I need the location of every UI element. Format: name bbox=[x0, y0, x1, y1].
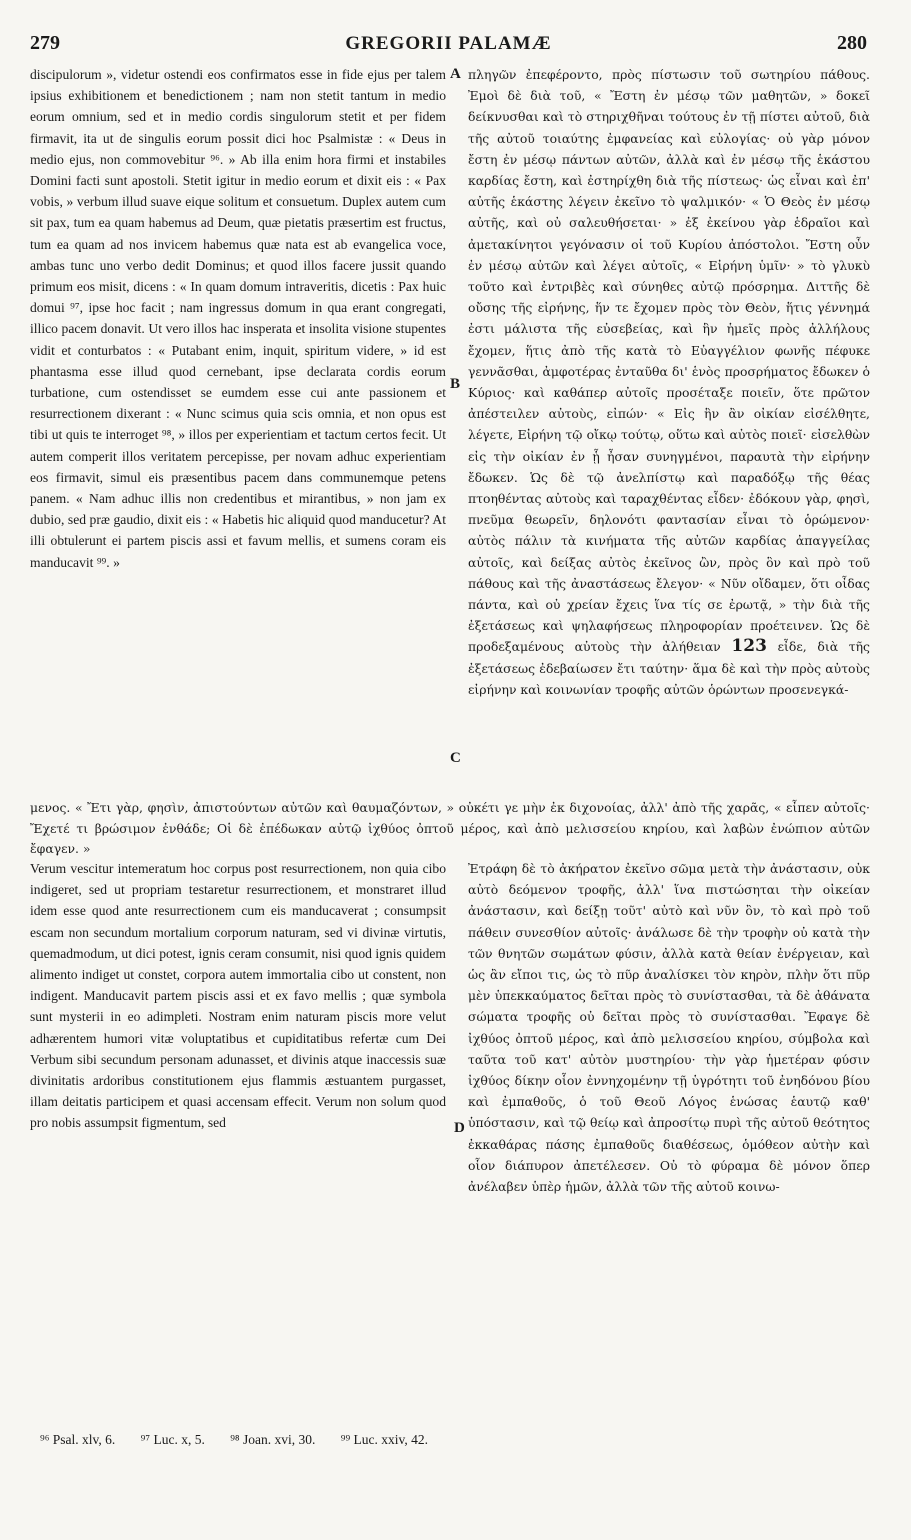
greek-text-top bbox=[468, 64, 870, 700]
latin-column-top bbox=[30, 64, 446, 784]
section-marker-d: D bbox=[454, 1120, 465, 1136]
greek-column-top bbox=[468, 64, 870, 784]
footnote: ⁹⁷ Luc. x, 5. bbox=[140, 1432, 205, 1447]
footnote: ⁹⁹ Luc. xxiv, 42. bbox=[340, 1432, 429, 1447]
greek-text-bottom: Ἐτράφη δὲ τὸ ἀκήρατον ἐκεῖνο σῶμα μετὰ τὴν ἀνάστασιν, οὐκ αὐτὸ δεόμενον τροφῆς, ἀλλ' ἵνα πιστώσηται τὴν οἰκείαν ἀνάστασιν, καὶ δείξῃ τοῦτ' αὐτὸ καὶ νῦν ὂν, τὸ καὶ πρὸ τοῦ πάθειν συνεσθίον αὐτοῖς· ἀνάλωσε δὲ τὴν τροφὴν οὐ κατὰ τὴν τῶν θνητῶν σωμάτων φύσιν, ἀλλὰ κατὰ θείαν ἐνέργειαν, καὶ ὡς ἂν εἴποι τις, ὡς τὸ πῦρ ἀναλίσκει τὸν κηρὸν, πλὴν ὅτι πῦρ μὲν ὑπεκκαύματος δεῖται πρὸς τὸ συνίστασθαι, τὰ δὲ ἀθάνατα σώματα τροφῆς οὐ δεῖται πρὸς τὸ συνίστασθαι. Ἔφαγε δὲ ἰχθύος ὀπτοῦ μέρος, καὶ ἀπὸ μελισσείου κηρίου, σύμβολα καὶ ταῦτα τοῦ κατ' αὐτὸν μυστηρίου· τὴν γὰρ ἡμετέραν φύσιν ἰχθύος δίκην οἷον ἐννηχομένην τῇ ὑγρότητι τοῦ ἐνηδόνου βίου καὶ ἐμπαθοῦς, ὁ τοῦ Θεοῦ Λόγος ἑνώσας ἑαυτῷ καθ' ὑπόστασιν, καὶ τῷ θείῳ καὶ ἀπροσίτῳ πυρὶ τῆς αὐτοῦ θεότητος ἐκκαθάρας πάσης ἐμπαθοῦς διαθέσεως, ὁμόθεον αὐτὴν καὶ οἷον διάπυρον ἀπετέλεσεν. Οὐ τὸ φύραμα δὲ μόνον ὅπερ ἀνέλαβεν ὑπὲρ ἡμῶν, ἀλλὰ τῶν τῆς αὐτοῦ κοινω- bbox=[468, 861, 870, 1195]
page-header bbox=[30, 32, 867, 58]
footnotes bbox=[40, 1432, 870, 1448]
greek-text-top-main: πληγῶν ἐπεφέροντο, πρὸς πίστωσιν τοῦ σωτηρίου πάθους. Ἐμοὶ δὲ διὰ τοῦ, « Ἔστη ἐν μέσῳ τῶν μαθητῶν, » δοκεῖ δείκνυσθαι καὶ τὸ στηριχθῆναι τούτους ἐν τῇ πίστει αὐτοῦ, διὰ τῆς αὐτοῦ τοιαύτης ἐμφανείας καὶ εὐλογίας· οὐ γὰρ μόνον ἔστη ἐν μέσῳ πάντων αὐτῶν, ἀλλὰ καὶ ἐν μέσῳ τῆς ἑκάστου καρδίας ἔστη, καὶ ἐστηρίχθη διὰ τῆς πίστεως· ὡς εἶναι καὶ ἐπ' αὐτῆς ἑκάστης λέγειν ἐκεῖνο τὸ ψαλμικόν· « Ὁ Θεὸς ἐν μέσῳ αὐτῆς, καὶ οὐ σαλευθήσεται· » ἐξ ἐκείνου γὰρ ἑδραῖοι καὶ ἀμετακίνητοι γεγόνασιν οἱ τοῦ Κυρίου ἀπόστολοι. Ἔστη οὖν ἐν μέσῳ αὐτῶν καὶ λέγει αὐτοῖς, « Εἰρήνη ὑμῖν· » τὸ γλυκὺ τοῦτο καὶ ἐντριβὲς καὶ σύνηθες αὐτῷ πρόσρημα. Διττῆς δὲ οὔσης τῆς εἰρήνης, ἥν τε ἔχομεν πρὸς τὸν Θεὸν, ἥτις γέννημά ἐστι μάλιστα τῆς εὐσεβείας, καὶ ἣν ἡμεῖς πρὸς ἀλλήλους ἔχομεν, ἥτις ἀπὸ τῆς κατὰ τὸ Εὐαγγέλιον φωνῆς πέφυκε γεννᾶσθαι, ἀμφοτέρας ἐνταῦθα δι' ἑνὸς προσρήματος ἔδωκεν ὁ Κύριος· καὶ καθάπερ αὐτοῖς προσέταξε ποιεῖν, ὅτε πρῶτον ἀπέστειλεν αὐτοὺς, εἰπών· « Εἰς ἣν ἂν οἰκίαν εἰσέλθητε, λέγετε, Εἰρήνη τῷ οἴκῳ τούτῳ, οὕτω καὶ αὐτὸς ποιεῖ· εἰσελθὼν εἰς τὴν οἰκίαν ἐν ᾗ ἦσαν συνηγμένοι, παραυτὰ τὴν εἰρήνην ἔδωκεν. Ὡς δὲ τῷ ἀνελπίστῳ καὶ παραδόξῳ τῆς θέας πτοηθέντας αὐτοὺς καὶ ταραχθέντας εἶδεν· ἐδόκουν γὰρ, φησὶ, πνεῦμα θεωρεῖν, δηλονότι φαντασίαν εἶναι τὸ ὁρώμενον· αὐτὸς πάλιν τὰ κινήματα τῆς αὐτῶν καρδίας ἀπαγγείλας αὐτοῖς, καὶ δείξας αὐτὸς ἐκεῖνος ὢν, πρὸς ὃν καὶ πρὸ τοῦ πάθους καὶ τῆς ἀναστάσεως ἔλεγον· « Νῦν οἴδαμεν, ὅτι οἶδας πάντα, καὶ οὐ χρείαν ἔχεις ἵνα τίς σε ἐρωτᾷ, » τὴν διὰ τῆς ἐξετάσεως καὶ ψηλαφήσεως πληροφορίαν προέτεινεν. Ὡς δὲ προδεξαμένους αὐτοὺς τὴν ἀλήθειαν bbox=[468, 67, 870, 655]
greek-text-top-end: εἶδε, διὰ τῆς ἐξετάσεως ἐδεβαίωσεν ἔτι ταύτην· ἅμα δὲ καὶ τὴν πρὸς αὐτοὺς εἰρήνην καὶ κοινωνίαν τροφῆς αὐτῶν ὁρώντων προσενεγκά- bbox=[468, 639, 870, 697]
greek-column-bottom bbox=[468, 858, 870, 1418]
section-marker-c: C bbox=[450, 750, 461, 766]
footnote: ⁹⁶ Psal. xlv, 6. bbox=[40, 1432, 116, 1447]
greek-text-full: μενος. « Ἔτι γὰρ, φησὶν, ἀπιστούντων αὐτῶν καὶ θαυμαζόντων, » οὐκέτι γε μὴν ἐκ διχονοίας, ἀλλ' ἀπὸ τῆς χαρᾶς, « εἶπεν αὐτοῖς· Ἔχετέ τι βρώσιμον ἐνθάδε; Οἱ δὲ ἐπέδωκαν αὐτῷ ἰχθύος ὀπτοῦ μέρος, καὶ ἀπὸ μελισσείου κηρίου, καὶ λαβὼν ἐνώπιον αὐτῶν ἔφαγεν. » bbox=[30, 800, 870, 857]
section-marker-a: A bbox=[450, 66, 461, 82]
page-number-left: 279 bbox=[30, 32, 60, 54]
latin-text-bottom: Verum vescitur intemeratum hoc corpus post resurrectionem, non quia cibo indigeret, sed ut propriam testaretur resurrectionem, et monstraret illud idem esse quod ante resurrectionem cum eis manducaverat ; consumpsit escam non secundum mortalium corporum naturam, sed vi divinæ virtutis, quemadmodum, ut dici potest, ignis ceram consumit, nisi quod ignis quidem alimento indiget ut constet, corpora autem immortalia cibo ut constent, non indigent. Manducavit partem piscis assi et ex favo mellis ; quæ symbola sunt mysterii in eo adimpleti. Nostram enim naturam piscis more velut adhærentem humori vitæ voluptatibus et cupiditatibus refertæ cum Dei Verbum sibi secundum personam adunasset, et divinis atque inaccessis suæ divinitatis ardoribus constitutionem ejus flammis æstuantem purgasset, illam deitatis participem et quasi accensam effecit. Verum non solum quod pro nobis assumpsit figmentum, sed bbox=[30, 861, 446, 1131]
column-number: 123 bbox=[731, 636, 767, 657]
running-title: GREGORII PALAMÆ bbox=[345, 33, 552, 54]
section-marker-b: B bbox=[450, 376, 461, 392]
latin-text-top: discipulorum », videtur ostendi eos confirmatos esse in fide ejus per talem ipsius exhibitionem et benedictionem ; nam non stetit tantum in medio eorum omnium, sed et in medio cordis singulorum stetit et per fidem firmavit, ita ut de singulis eorum possit dici hoc Psalmistæ : « Deus in medio ejus, non commovebitur ⁹⁶. » Ab illa enim hora firmi et instabiles Domini facti sunt apostoli. Stetit igitur in medio eorum et dixit eis : « Pax vobis, » verbum illud suave eique solitum et consuetum. Duplex autem cum sit pax, tum ea quam habemus ad Deum, quæ pietatis præsertim est fructus, tum ea quam ad nos invicem habemus quæ nata est ab evangelica voce, ambas tunc uno verbo dedit Dominus; et quod illos facere jussit quando primum eos misit, dicens : « In quam domum intraveritis, dicetis : Pax huic domui ⁹⁷, ipse hoc facit ; nam ingressus domum in qua erant congregati, illico pacem donavit. Ut vero illos hac insperata et insolita visione stupentes vidit et conturbatos : « Putabant enim, inquit, spiritum videre, » id est phantasma esse illud quod cernebant, ipse declarata cordis eorum turbatione, cum ostendisset se eumdem esse cui ante passionem et resurrectionem dixerant : « Nunc scimus quia scis omnia, et non opus est tibi ut quis te interroget ⁹⁸, » illos per experientiam et tactum certos fecit. Ut autem comperit illos veritatem percepisse, per novam adhuc experientiam eos firmavit, simul eis præsentibus pacem dans communemque petens panem. « Nam adhuc illis non credentibus et mirantibus, » non jam ex dubio, sed præ gaudio, dixit eis : « Habetis hic aliquid quod manducetur? At illi obtulerunt ei partem piscis assi et favum mellis, et sumens coram eis manducavit ⁹⁹. » bbox=[30, 67, 446, 570]
greek-full-width bbox=[30, 786, 870, 857]
footnote: ⁹⁸ Joan. xvi, 30. bbox=[230, 1432, 316, 1447]
page-number-right: 280 bbox=[837, 32, 867, 54]
latin-column-bottom bbox=[30, 858, 446, 1418]
